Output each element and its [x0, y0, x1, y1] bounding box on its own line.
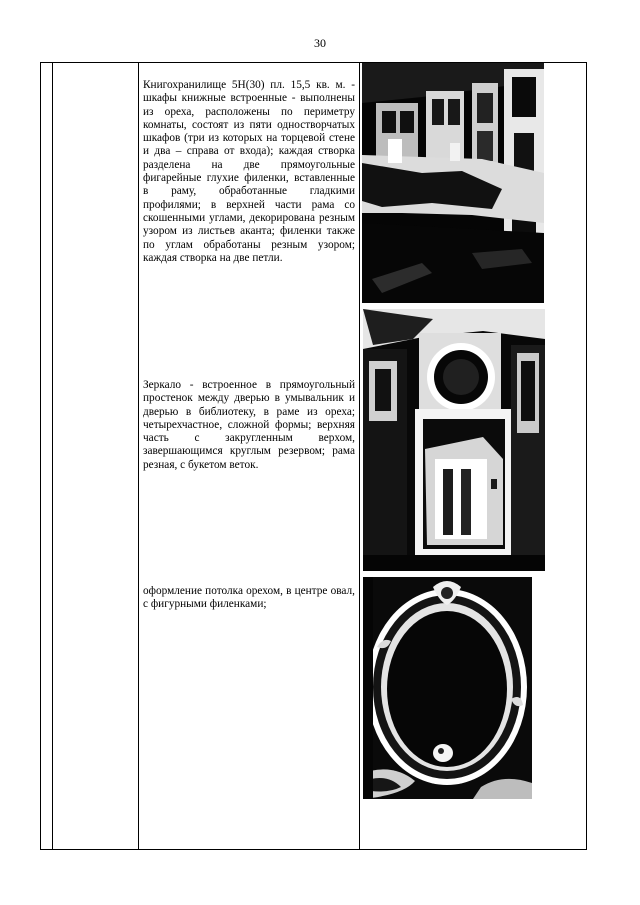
ceiling-oval-photo — [363, 577, 532, 799]
mirror-photo — [363, 309, 545, 571]
column-divider — [52, 63, 53, 849]
ceiling-description: оформление потолка орехом, в центре овал, с фигурными филенками; — [143, 585, 355, 611]
column-divider — [138, 63, 139, 849]
mirror-description: Зеркало - встроенное в прямоугольный простенок между дверью в умывальник и дверью в библиотеку, в раме из ореха; четырехчастное, сложной формы; верхняя часть с закругленным верхом, завершающимся круглым резервом; рама резная, с букетом веток. — [143, 379, 355, 471]
inventory-table — [40, 62, 587, 850]
bookcase-photo — [362, 63, 544, 303]
column-divider — [359, 63, 360, 849]
bookcase-description: Книгохранилище 5Н(30) пл. 15,5 кв. м. - шкафы книжные встроенные - выполнены из ореха, расположены по периметру комнаты, состоят из пяти одностворчатых шкафов (три из которых на торцевой стене и два – справа от входа); каждая створка разделена на две прямоугольные фигарейные глухие филенки, вставленные в раму, обработанные гладкими профилями; в верхней части рама со скошенными углами, декорирована резным узором из листьев аканта; филенки также по углам обработаны резным узором; каждая створка на две петли. — [143, 79, 355, 264]
page-number: 30 — [314, 36, 326, 50]
